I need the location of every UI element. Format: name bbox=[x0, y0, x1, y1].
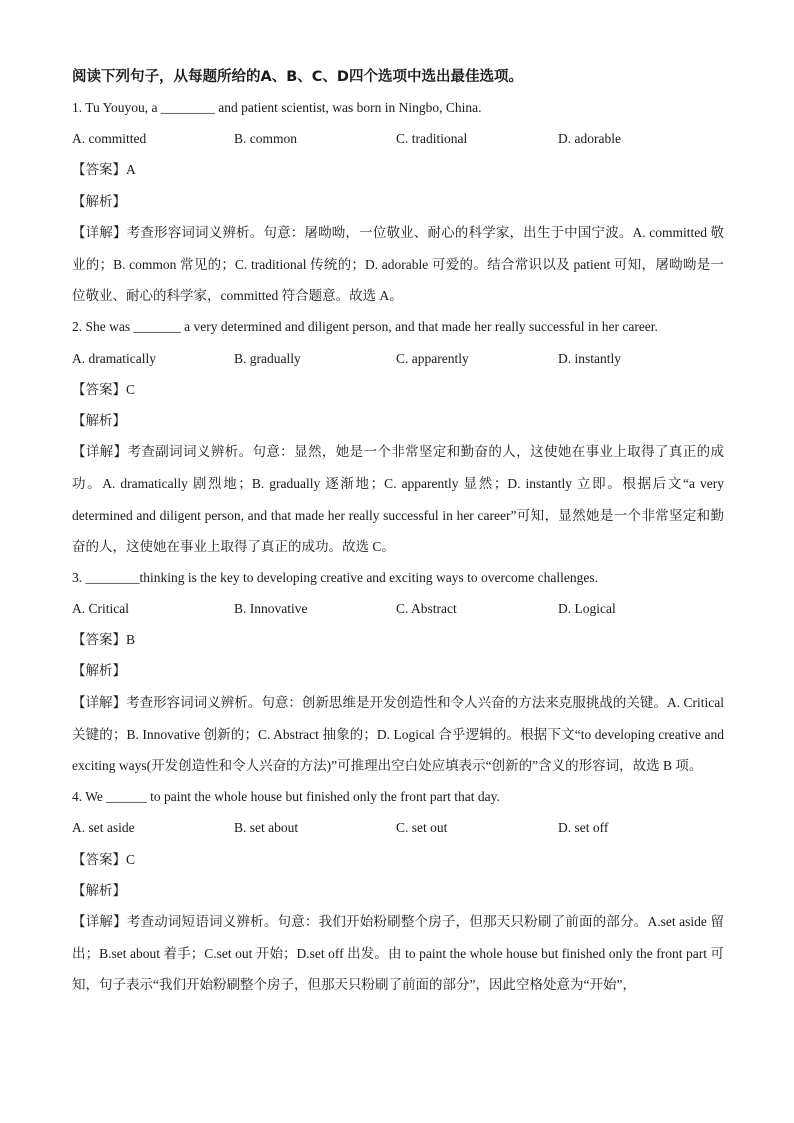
analysis-line bbox=[72, 405, 724, 436]
analysis-line bbox=[72, 655, 724, 686]
detail-tag: 【详解】 bbox=[72, 224, 127, 241]
options-row bbox=[72, 812, 724, 843]
detail-tag: 【详解】 bbox=[72, 694, 127, 711]
question-stem: 4. We ______ to paint the whole house but finished only the front part that day. bbox=[72, 789, 500, 805]
option-b: B. common bbox=[234, 131, 297, 147]
option-a: A. Critical bbox=[72, 601, 129, 617]
answer-tag: 【答案】 bbox=[72, 162, 126, 179]
detail-tag: 【详解】 bbox=[72, 444, 128, 461]
option-a: A. dramatically bbox=[72, 350, 156, 366]
question-block bbox=[72, 311, 724, 562]
options-row bbox=[72, 343, 724, 374]
explanation bbox=[72, 436, 724, 562]
answer-line bbox=[72, 624, 724, 655]
explanation-text: 考查形容词词义辨析。句意：创新思维是开发创造性和令人兴奋的方法来克服挑战的关键。A. Critical 关键的；B. Innovative 创新的；C. Abstract 抽象的；D. Logical 合乎逻辑的。根据下文“to developing creative and exciting ways(开发创造性和令人兴奋的方法)”可推理出空白处应填表示“创新的”含义的形容词，故选 B 项。 bbox=[72, 694, 724, 774]
question-stem: 1. Tu Youyou, a ________ and patient scientist, was born in Ningbo, China. bbox=[72, 100, 482, 115]
answer-value: C bbox=[126, 851, 136, 867]
instruction-heading: 阅读下列句子，从每题所给的A、B、C、D四个选项中选出最佳选项。 bbox=[72, 69, 523, 85]
answer-line bbox=[72, 154, 724, 185]
option-b: B. gradually bbox=[234, 350, 301, 366]
option-d: D. set off bbox=[558, 820, 609, 836]
analysis-tag: 【解析】 bbox=[72, 412, 126, 429]
analysis-tag: 【解析】 bbox=[72, 663, 126, 680]
answer-tag: 【答案】 bbox=[72, 851, 126, 868]
analysis-tag: 【解析】 bbox=[72, 193, 126, 210]
explanation-text: 考查副词词义辨析。句意：显然，她是一个非常坚定和勤奋的人，这使她在事业上取得了真正的成功。A. dramatically 剧烈地；B. gradually 逐渐地；C. apparently 显然；D. instantly 立即。根据后文“a very determined and diligent person, and that made her really successful in her career”可知，显然她是一个非常坚定和勤奋的人，这使她在事业上取得了真正的成功。故选 C。 bbox=[72, 444, 725, 554]
answer-value: A bbox=[126, 162, 136, 178]
answer-value: C bbox=[126, 381, 136, 397]
question-block bbox=[72, 562, 724, 781]
question-stem: 2. She was _______ a very determined and diligent person, and that made her really successful in her career. bbox=[72, 319, 658, 335]
option-a: A. committed bbox=[72, 131, 147, 147]
answer-tag: 【答案】 bbox=[72, 632, 126, 649]
option-d: D. Logical bbox=[558, 601, 616, 617]
answer-tag: 【答案】 bbox=[72, 381, 126, 398]
option-c: C. set out bbox=[396, 820, 448, 836]
explanation bbox=[72, 906, 724, 1001]
option-b: B. set about bbox=[234, 820, 299, 836]
analysis-line bbox=[72, 186, 724, 217]
option-b: B. Innovative bbox=[234, 601, 308, 617]
option-d: D. adorable bbox=[558, 131, 621, 147]
document-page bbox=[72, 62, 724, 1001]
explanation-text: 考查动词短语词义辨析。句意：我们开始粉刷整个房子，但那天只粉刷了前面的部分。A.set aside 留出；B.set about 着手；C.set out 开始；D.set off 出发。由 to paint the whole house but finished only the front part 可知，句子表示“我们开始粉刷整个房子，但那天只粉刷了前面的部分”，因此空格处意为“开始”， bbox=[72, 914, 725, 993]
question-block bbox=[72, 781, 724, 1000]
explanation bbox=[72, 687, 724, 782]
option-c: C. traditional bbox=[396, 131, 468, 147]
explanation-text: 考查形容词词义辨析。句意：屠呦呦，一位敬业、耐心的科学家，出生于中国宁波。A. committed 敬业的；B. common 常见的；C. traditional 传统的；D. adorable 可爱的。结合常识以及 patient 可知，屠呦呦是一位敬业、耐心的科学家，committed 符合题意。故选 A。 bbox=[72, 224, 724, 304]
option-d: D. instantly bbox=[558, 350, 621, 366]
option-a: A. set aside bbox=[72, 820, 135, 836]
detail-tag: 【详解】 bbox=[72, 914, 127, 931]
explanation bbox=[72, 217, 724, 312]
question-stem: 3. ________thinking is the key to developing creative and exciting ways to overcome challenges. bbox=[72, 569, 598, 585]
answer-value: B bbox=[126, 632, 136, 648]
question-block bbox=[72, 92, 724, 311]
option-c: C. apparently bbox=[396, 350, 469, 366]
option-c: C. Abstract bbox=[396, 601, 457, 617]
options-row bbox=[72, 123, 724, 154]
answer-line bbox=[72, 374, 724, 405]
analysis-tag: 【解析】 bbox=[72, 882, 126, 899]
answer-line bbox=[72, 844, 724, 875]
analysis-line bbox=[72, 875, 724, 906]
options-row bbox=[72, 593, 724, 624]
